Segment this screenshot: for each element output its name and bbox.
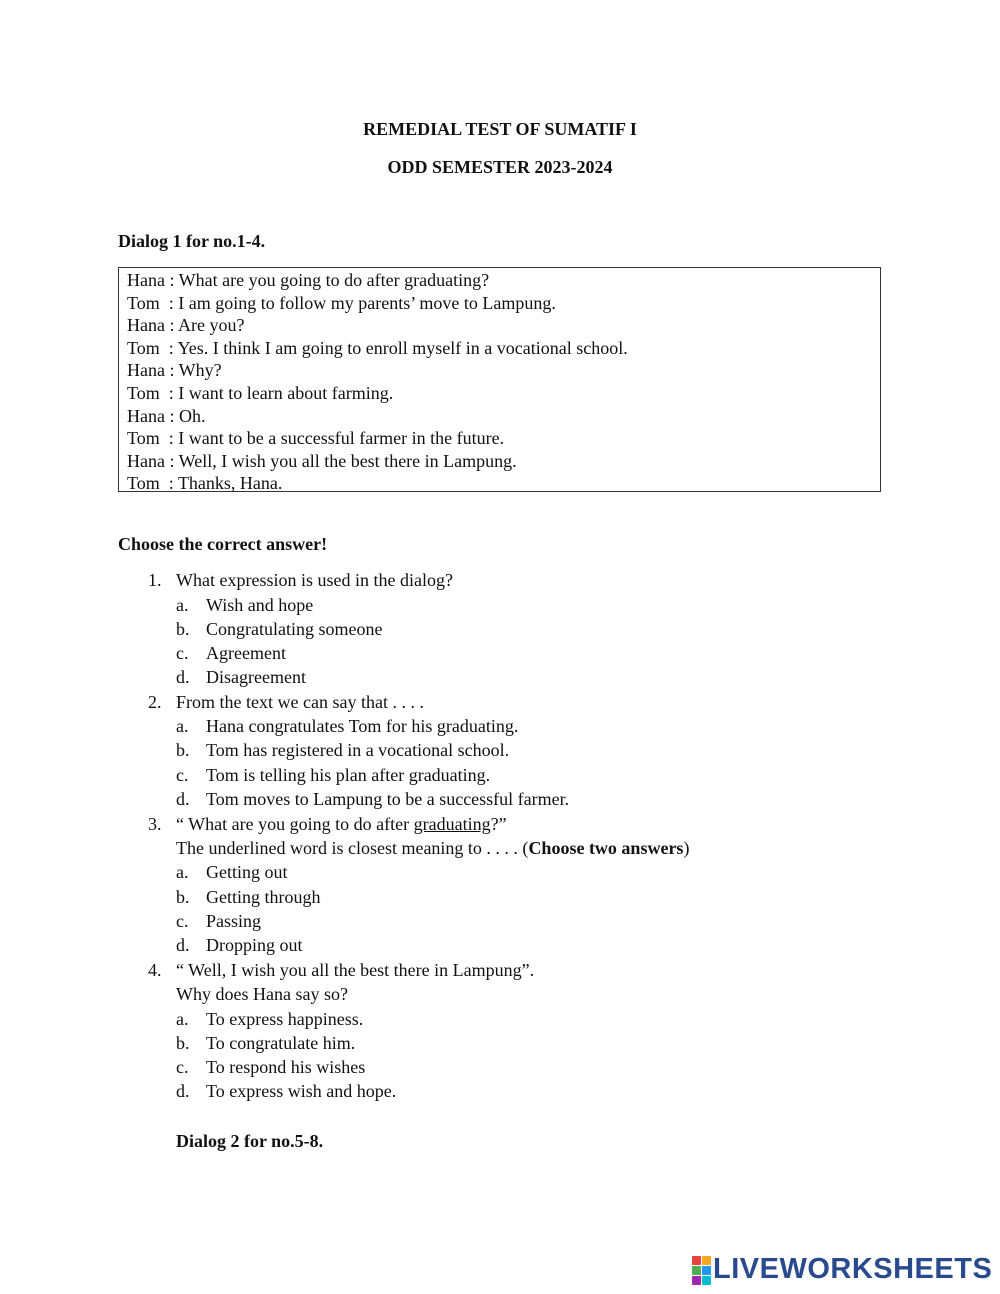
q2-option-a[interactable]: a. Hana congratulates Tom for his graduating. [176, 716, 519, 736]
semester-title: ODD SEMESTER 2023-2024 [387, 157, 613, 177]
dialog-line: Hana : Well, I wish you all the best there in Lampung. [127, 450, 517, 471]
liveworksheets-logo [692, 1253, 992, 1286]
test-title: REMEDIAL TEST OF SUMATIF I [363, 119, 637, 139]
q4-option-d[interactable]: d. To express wish and hope. [176, 1081, 397, 1101]
logo-block [702, 1276, 711, 1285]
q1-option-c[interactable]: c. Agreement [176, 643, 286, 663]
q1-option-a[interactable]: a. Wish and hope [176, 595, 314, 615]
q2-option-b[interactable]: b. Tom has registered in a vocational school. [176, 740, 510, 760]
dialog1-heading: Dialog 1 for no.1-4. [118, 231, 266, 251]
question-3: 3. “ What are you going to do after graduating?” [148, 814, 507, 834]
q3-option-d[interactable]: d. Dropping out [176, 935, 303, 955]
logo-block [692, 1266, 701, 1275]
logo-block [702, 1256, 711, 1265]
dialog-line: Hana : Oh. [127, 405, 206, 426]
q2-option-d[interactable]: d. Tom moves to Lampung to be a successful farmer. [176, 789, 570, 809]
liveworksheets-logo-icon [692, 1256, 710, 1284]
logo-block [692, 1276, 701, 1285]
question-3-instruction: The underlined word is closest meaning to . . . . (Choose two answers) [176, 838, 690, 858]
q3-option-a[interactable]: a. Getting out [176, 862, 288, 882]
dialog-line: Tom : I am going to follow my parents’ move to Lampung. [127, 292, 556, 313]
q2-option-c[interactable]: c. Tom is telling his plan after graduating. [176, 765, 491, 785]
dialog-line: Hana : Are you? [127, 315, 245, 336]
question-2: 2. From the text we can say that . . . . [148, 692, 424, 712]
logo-block [692, 1256, 701, 1265]
dialog-line: Hana : Why? [127, 360, 222, 381]
dialog-line: Tom : Yes. I think I am going to enroll myself in a vocational school. [127, 337, 628, 358]
underlined-word: graduating [413, 814, 491, 834]
q1-option-b[interactable]: b. Congratulating someone [176, 619, 383, 639]
question-4-sub: Why does Hana say so? [176, 984, 348, 1004]
dialog1-box [118, 267, 881, 492]
q4-option-c[interactable]: c. To respond his wishes [176, 1057, 366, 1077]
q3-option-c[interactable]: c. Passing [176, 911, 262, 931]
dialog-line: Hana : What are you going to do after graduating? [127, 270, 490, 290]
dialog-line: Tom : Thanks, Hana. [127, 473, 283, 494]
q4-option-b[interactable]: b. To congratulate him. [176, 1033, 356, 1053]
instruction: Choose the correct answer! [118, 534, 328, 554]
q1-option-d[interactable]: d. Disagreement [176, 667, 306, 687]
logo-block [702, 1266, 711, 1275]
question-4: 4. “ Well, I wish you all the best there in Lampung”. [148, 960, 535, 980]
dialog2-heading: Dialog 2 for no.5-8. [176, 1131, 324, 1151]
q4-option-a[interactable]: a. To express happiness. [176, 1009, 364, 1029]
liveworksheets-logo-text: LIVEWORKSHEETS [713, 1253, 993, 1285]
q3-option-b[interactable]: b. Getting through [176, 887, 321, 907]
question-1: 1. What expression is used in the dialog? [148, 570, 453, 590]
dialog-line: Tom : I want to be a successful farmer in the future. [127, 428, 505, 449]
dialog-line: Tom : I want to learn about farming. [127, 382, 394, 403]
